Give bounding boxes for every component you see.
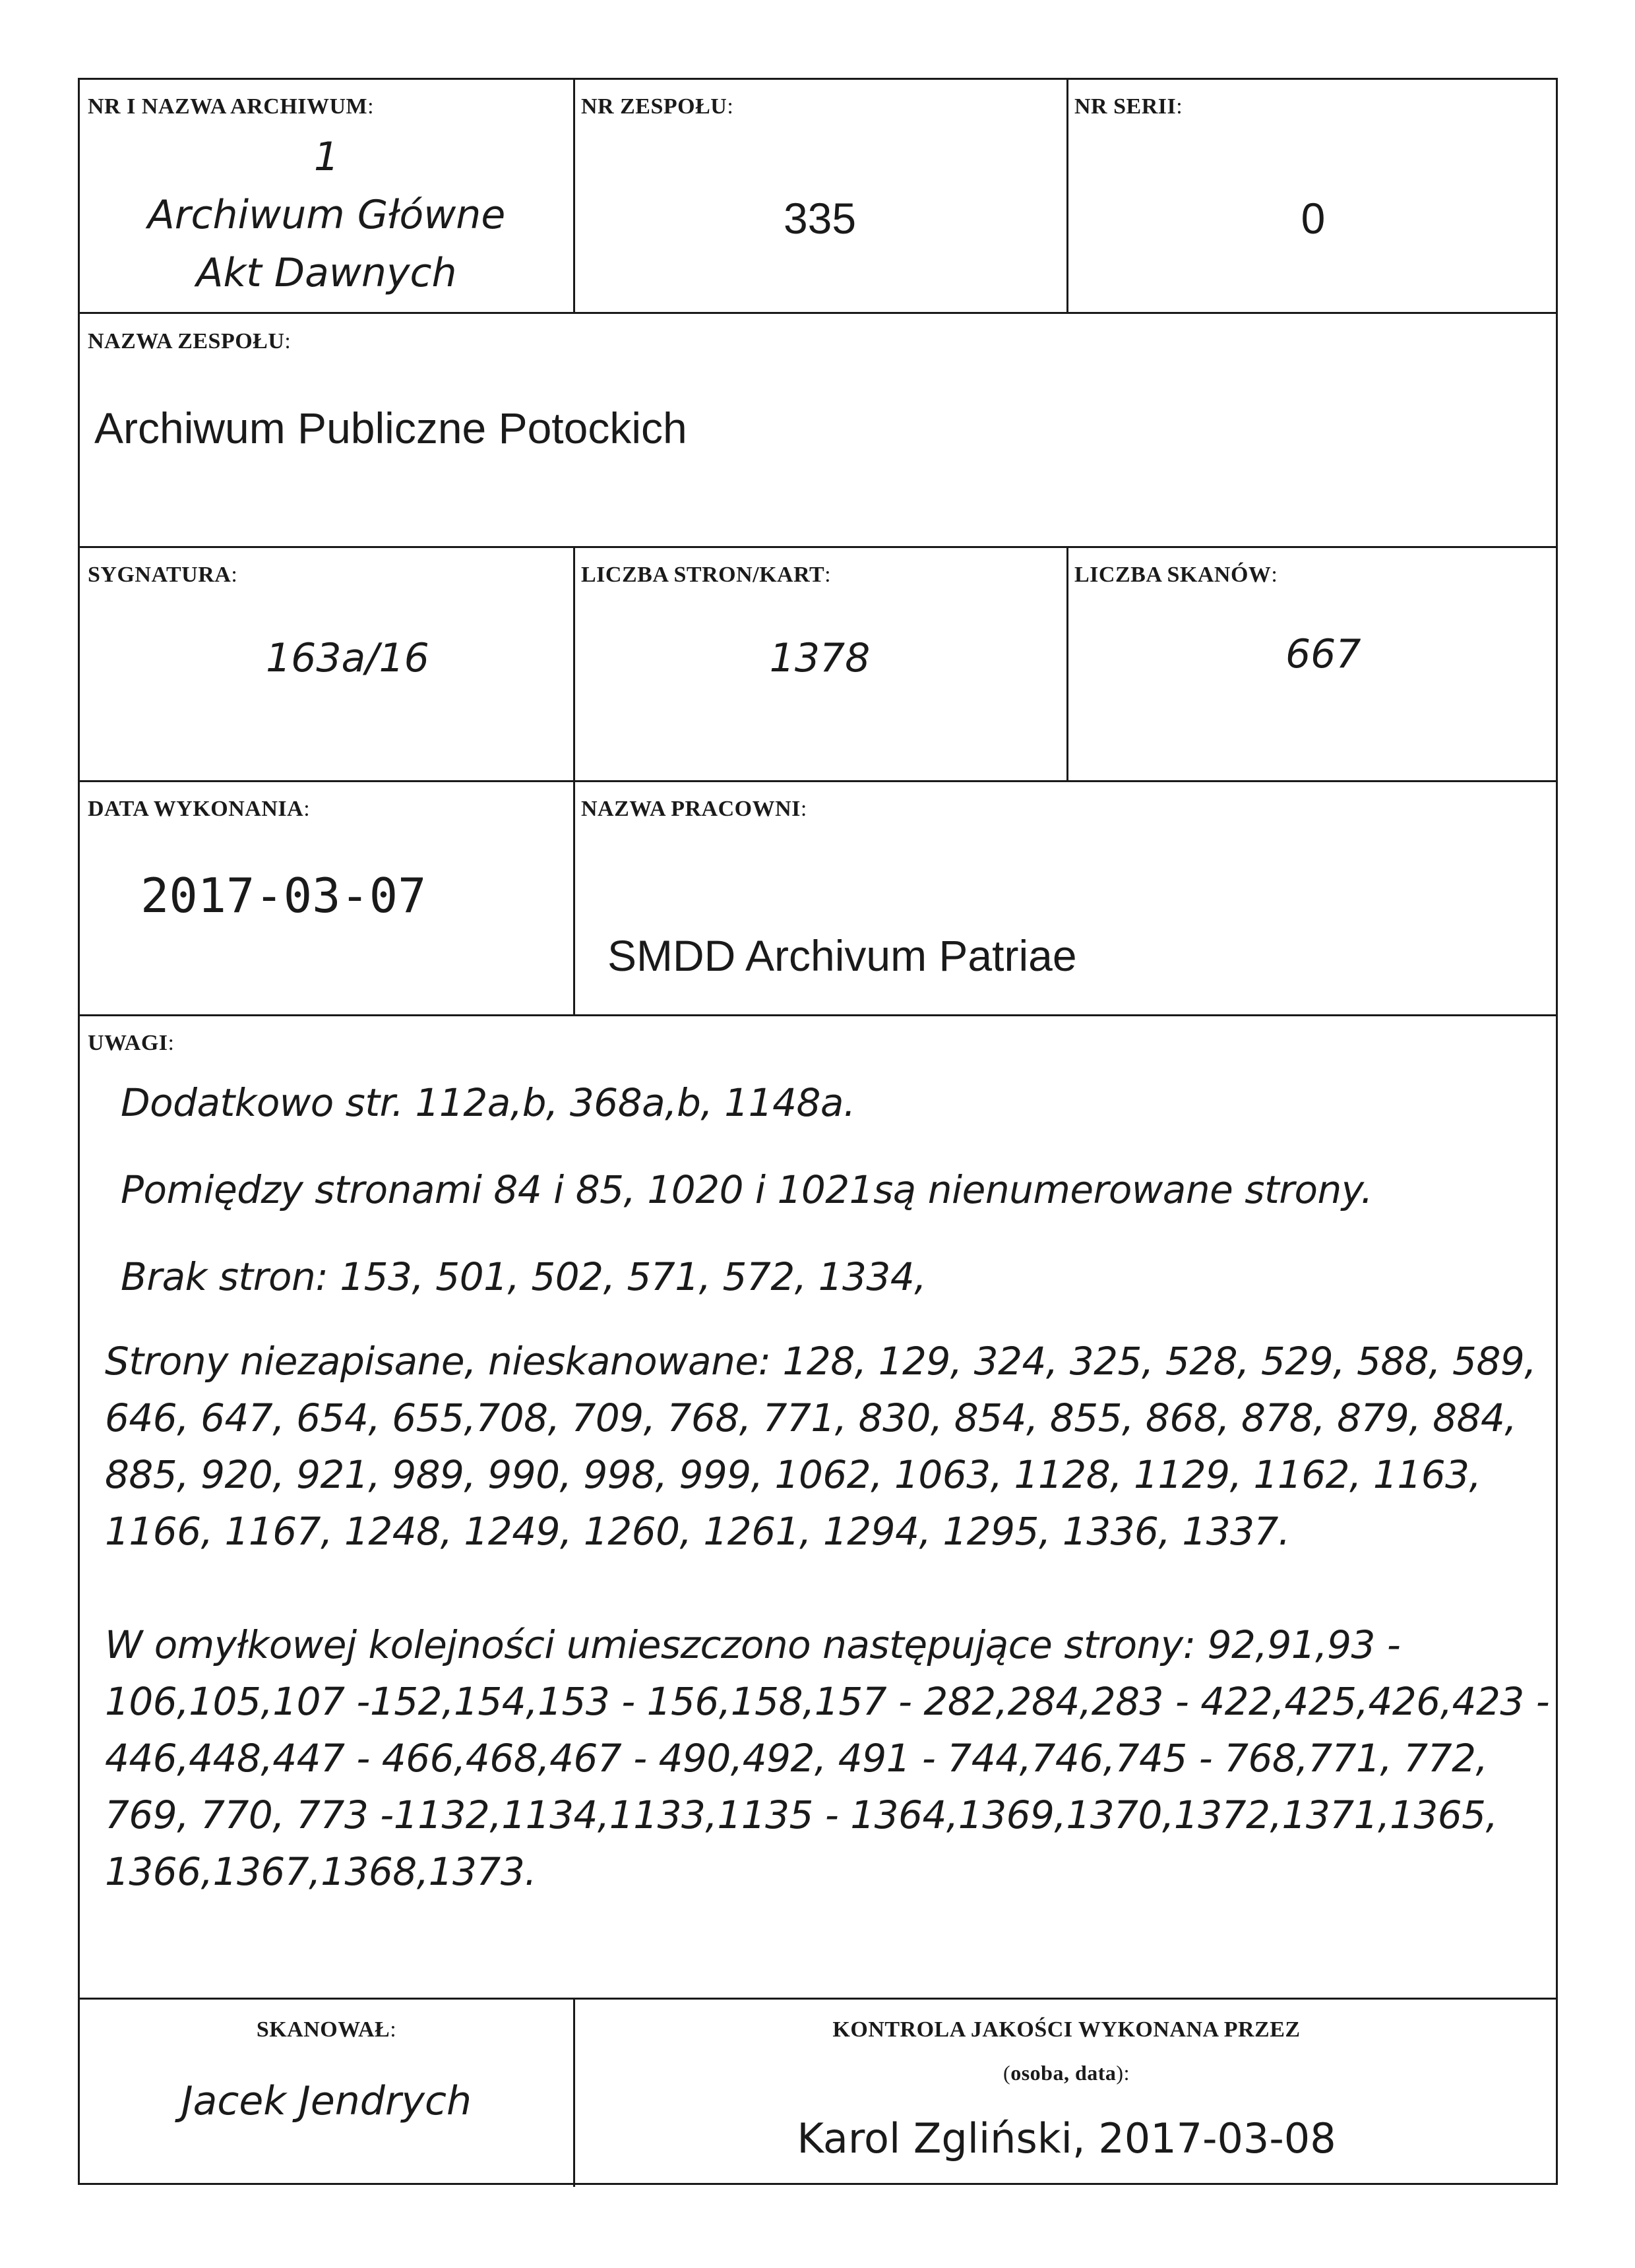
notes-label: UWAGI:: [88, 1031, 175, 1055]
row-divider: [80, 546, 1556, 548]
row-divider: [80, 1014, 1556, 1016]
workshop-label: NAZWA PRACOWNI:: [581, 797, 807, 821]
metadata-sheet: [78, 78, 1558, 2185]
quality-control-value: Karol Zgliński, 2017-03-08: [797, 2114, 1336, 2162]
note-wrong-order-line: 769, 770, 773 -1132,1134,1133,1135 - 1364,1369,1370,1372,1371,1365,: [105, 1793, 1498, 1837]
note-blank-pages-line: 1166, 1167, 1248, 1249, 1260, 1261, 1294, 1295, 1336, 1337.: [105, 1509, 1290, 1554]
note-wrong-order-line: W omyłkowej kolejności umieszczono następujące strony: 92,91,93 -: [105, 1622, 1401, 1667]
note-blank-pages-line: Strony niezapisane, nieskanowane: 128, 129, 324, 325, 528, 529, 588, 589,: [105, 1339, 1537, 1384]
quality-control-label: KONTROLA JAKOŚCI WYKONANA PRZEZ: [832, 2017, 1301, 2042]
note-wrong-order-line: 1366,1367,1368,1373.: [105, 1849, 537, 1894]
col-divider: [573, 780, 575, 1014]
pages-label: LICZBA STRON/KART:: [581, 563, 832, 587]
workshop-value: SMDD Archivum Patriae: [607, 931, 1077, 980]
quality-control-sublabel: (osoba, data):: [1003, 2061, 1130, 2085]
date-value: 2017-03-07: [140, 868, 427, 923]
note-wrong-order-line: 446,448,447 - 466,468,467 - 490,492, 491 - 744,746,745 - 768,771, 772,: [105, 1736, 1488, 1781]
row-divider: [80, 312, 1556, 314]
fonds-name-label: NAZWA ZESPOŁU:: [88, 329, 292, 353]
fonds-number: 335: [783, 194, 857, 243]
signature-value: 163a/16: [266, 635, 429, 681]
scanned-by-label: SKANOWAŁ:: [256, 2017, 397, 2042]
archive-name-line2: Akt Dawnych: [196, 250, 457, 296]
scans-value: 667: [1285, 631, 1361, 677]
note-wrong-order-line: 106,105,107 -152,154,153 - 156,158,157 - 282,284,283 - 422,425,426,423 -: [105, 1679, 1550, 1724]
row-divider: [80, 780, 1556, 782]
note-unnumbered-pages: Pomiędzy stronami 84 i 85, 1020 i 1021są nienumerowane strony.: [121, 1167, 1373, 1212]
archive-name-line1: Archiwum Główne: [147, 192, 506, 238]
fonds-number-label: NR ZESPOŁU:: [581, 94, 734, 119]
note-blank-pages-line: 646, 647, 654, 655,708, 709, 768, 771, 830, 854, 855, 868, 878, 879, 884,: [105, 1395, 1517, 1440]
pages-value: 1378: [769, 635, 871, 681]
fonds-name: Archiwum Publiczne Potockich: [94, 404, 687, 452]
note-blank-pages-line: 885, 920, 921, 989, 990, 998, 999, 1062, 1063, 1128, 1129, 1162, 1163,: [105, 1452, 1481, 1497]
date-label: DATA WYKONANIA:: [88, 797, 311, 821]
scanned-by-value: Jacek Jendrych: [181, 2078, 472, 2124]
series-label: NR SERII:: [1074, 94, 1183, 119]
series-number: 0: [1301, 194, 1326, 243]
col-divider: [1066, 546, 1068, 780]
note-additional-pages: Dodatkowo str. 112a,b, 368a,b, 1148a.: [121, 1080, 855, 1125]
row-divider: [80, 1998, 1556, 2000]
note-missing-pages: Brak stron: 153, 501, 502, 571, 572, 1334,: [121, 1254, 927, 1299]
signature-label: SYGNATURA:: [88, 563, 238, 587]
archive-number: 1: [313, 134, 340, 180]
archive-label: NR I NAZWA ARCHIWUM:: [88, 94, 375, 119]
scans-label: LICZBA SKANÓW:: [1074, 563, 1278, 587]
